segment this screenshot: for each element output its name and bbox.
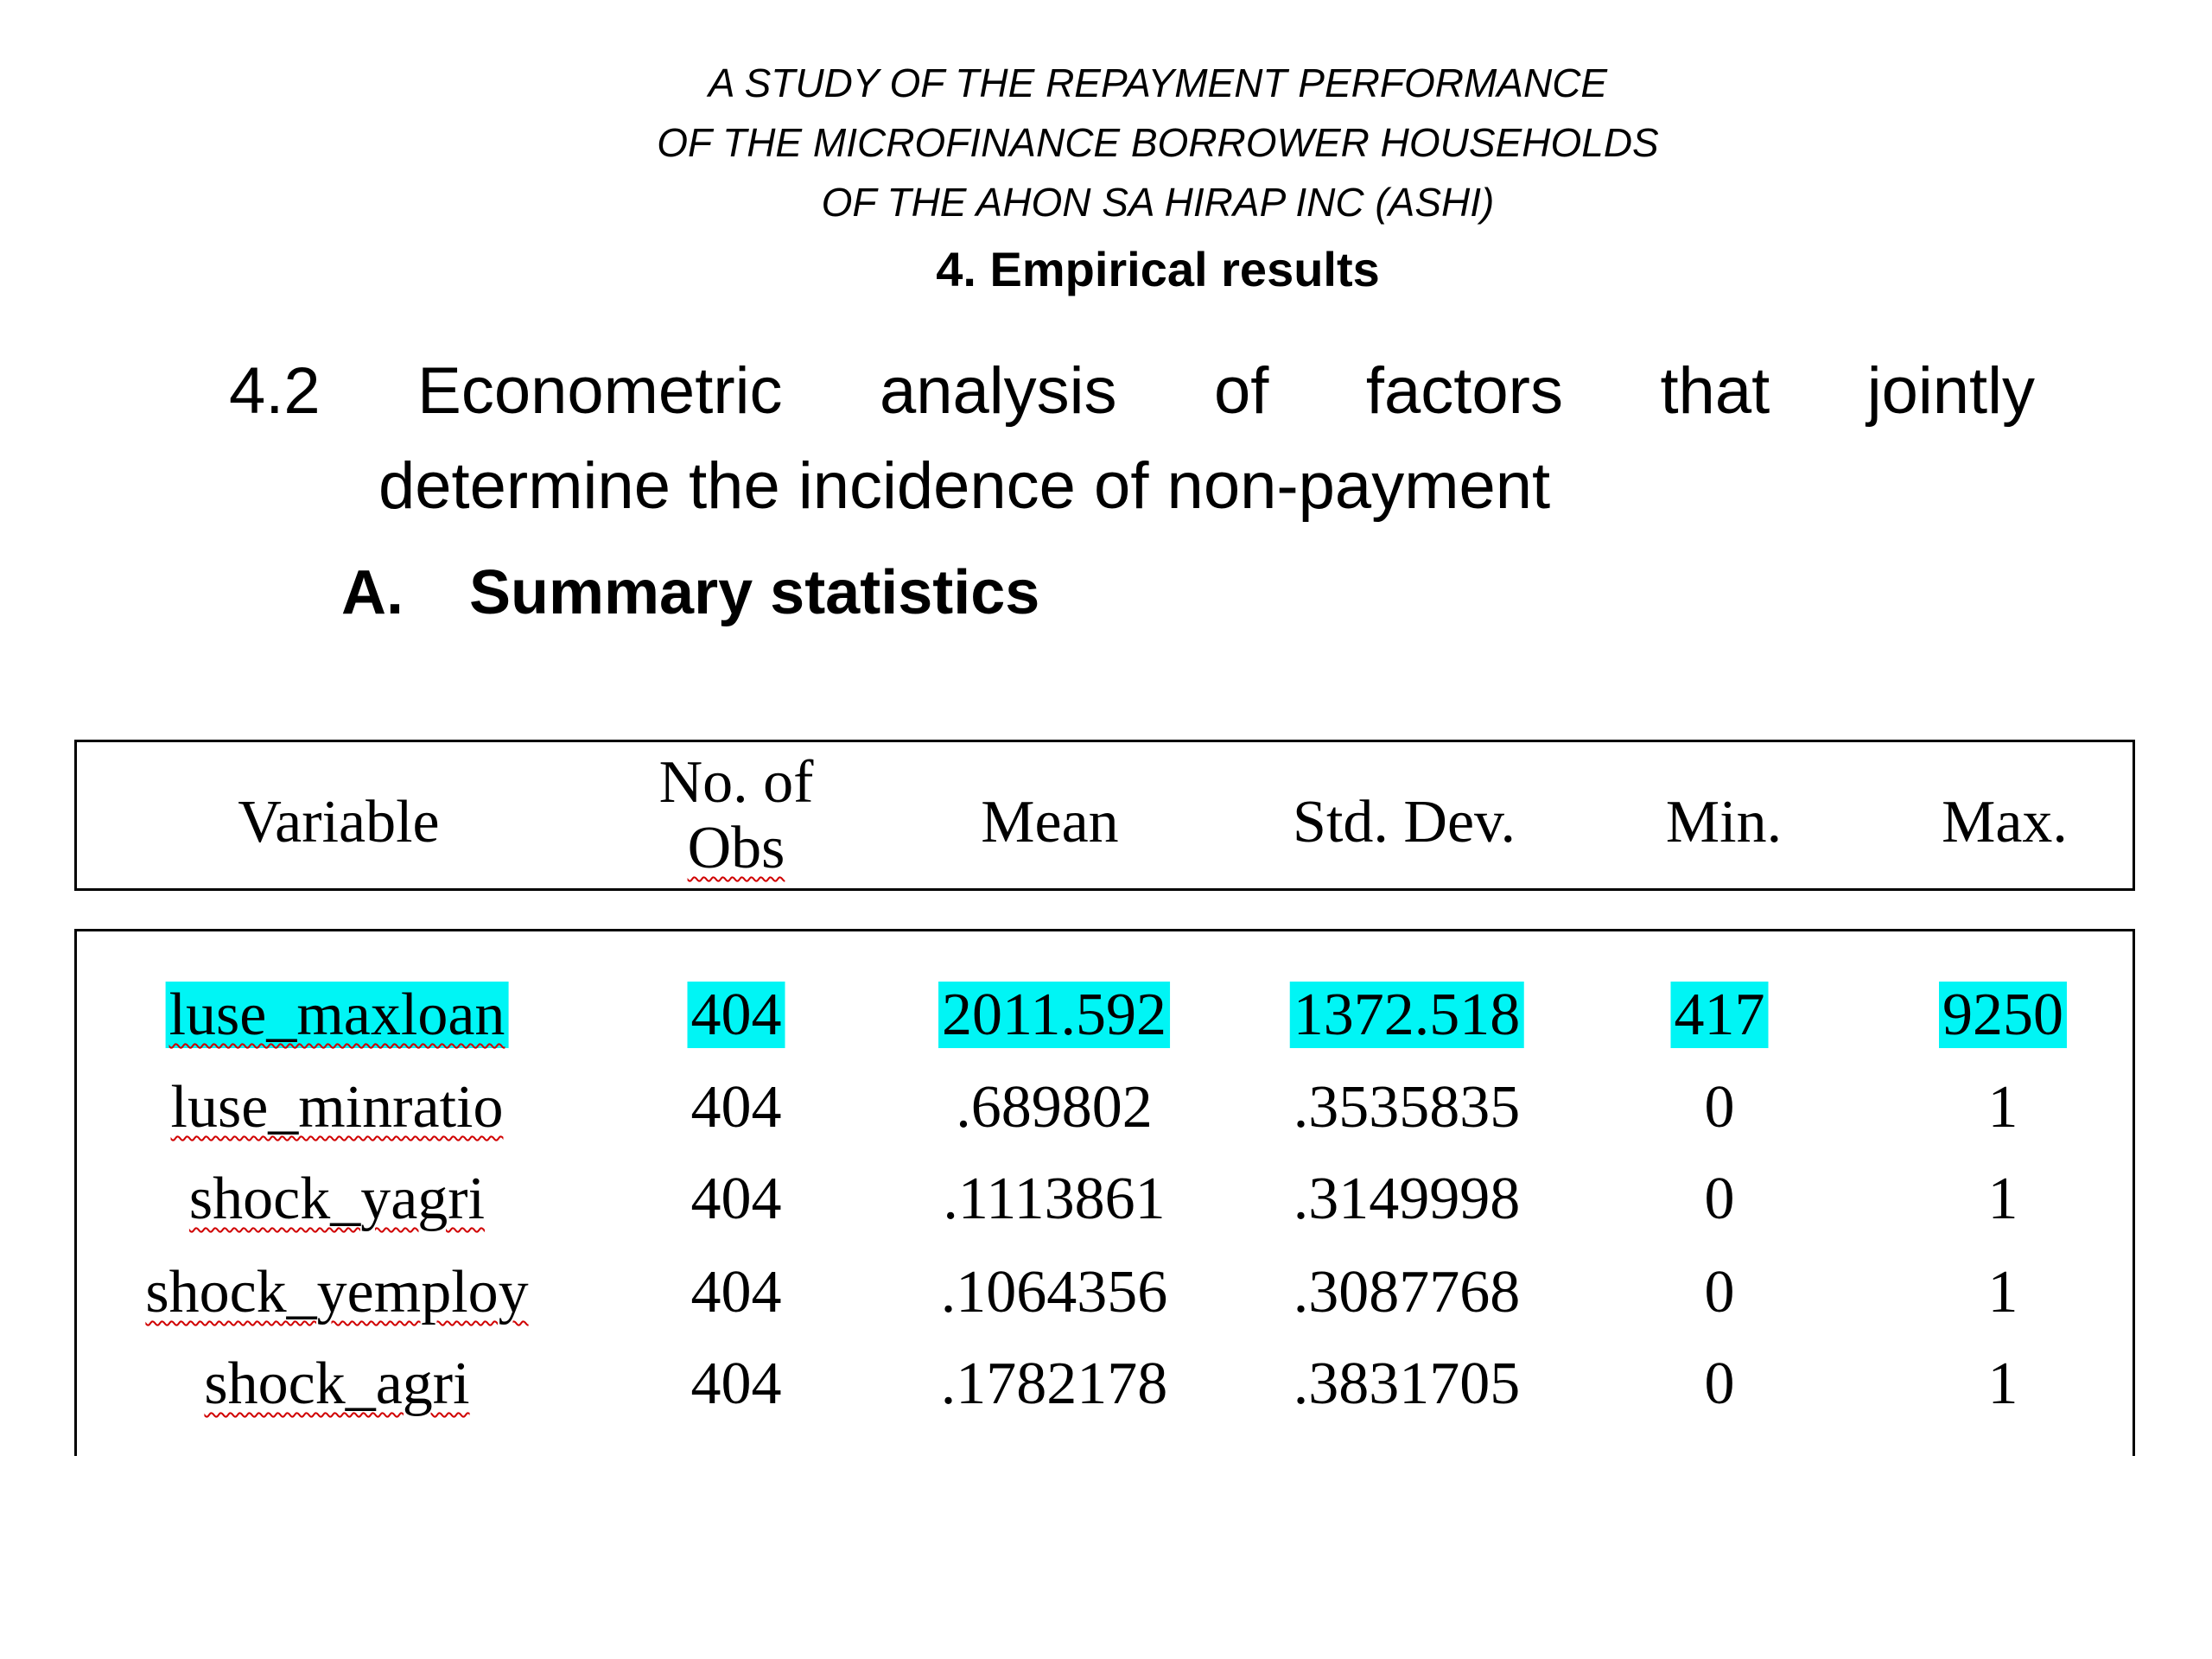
cell-obs: 404: [690, 1351, 782, 1417]
part-letter: A.: [341, 558, 404, 627]
column-header-obs: [659, 750, 814, 881]
cell-min: 0: [1704, 1351, 1735, 1417]
cell-max: 1: [1987, 1259, 2018, 1325]
cell-min: 0: [1704, 1074, 1735, 1141]
study-title-line3: OF THE AHON SA HIRAP INC (ASHI): [821, 180, 1495, 225]
cell-mean: 2011.592: [938, 981, 1170, 1050]
column-header-std: Std. Dev.: [1293, 789, 1516, 855]
column-header-obs-line2: Obs: [687, 815, 785, 881]
column-header-mean: Mean: [981, 789, 1119, 855]
subsection-heading-line1: 4.2 Econometric analysis of factors that jointly: [229, 354, 2035, 428]
column-header-variable: Variable: [238, 789, 440, 855]
cell-obs: 404: [690, 1259, 782, 1325]
cell-obs: 404: [690, 1166, 782, 1232]
cell-max: 1: [1987, 1166, 2018, 1232]
column-header-min: Min.: [1665, 789, 1783, 855]
cell-std: .3831705: [1293, 1351, 1521, 1417]
study-title: [0, 54, 2212, 232]
cell-min: 0: [1704, 1259, 1735, 1325]
part-heading: [341, 550, 1039, 636]
column-header-max: Max.: [1942, 789, 2068, 855]
study-title-line1: A STUDY OF THE REPAYMENT PERFORMANCE: [708, 60, 1608, 105]
cell-variable: shock_agri: [204, 1351, 470, 1417]
cell-mean: .689802: [956, 1074, 1153, 1141]
cell-min: 0: [1704, 1166, 1735, 1232]
cell-mean: .1113861: [943, 1166, 1166, 1232]
cell-std: 1372.518: [1290, 981, 1524, 1050]
cell-max: 9250: [1939, 981, 2067, 1050]
cell-variable: shock_yagri: [188, 1166, 486, 1232]
study-title-line2: OF THE MICROFINANCE BORROWER HOUSEHOLDS: [657, 120, 1659, 165]
cell-min: 417: [1671, 981, 1769, 1050]
cell-mean: .1782178: [940, 1351, 1168, 1417]
cell-variable: luse_maxloan: [166, 981, 509, 1050]
cell-std: .3535835: [1293, 1074, 1521, 1141]
cell-obs: 404: [690, 1074, 782, 1141]
section-title: 4. Empirical results: [936, 242, 1380, 296]
cell-variable: luse_minratio: [170, 1074, 504, 1141]
cell-std: .3149998: [1293, 1166, 1521, 1232]
cell-mean: .1064356: [940, 1259, 1168, 1325]
cell-max: 1: [1987, 1351, 2018, 1417]
cell-obs: 404: [688, 981, 785, 1050]
column-header-obs-line1: No. of: [658, 749, 814, 816]
cell-max: 1: [1987, 1074, 2018, 1141]
subsection-heading-line2: determine the incidence of non-payment: [378, 449, 1551, 523]
cell-std: .3087768: [1293, 1259, 1521, 1325]
cell-variable: shock_yemploy: [145, 1259, 529, 1325]
part-title: Summary statistics: [469, 558, 1040, 627]
